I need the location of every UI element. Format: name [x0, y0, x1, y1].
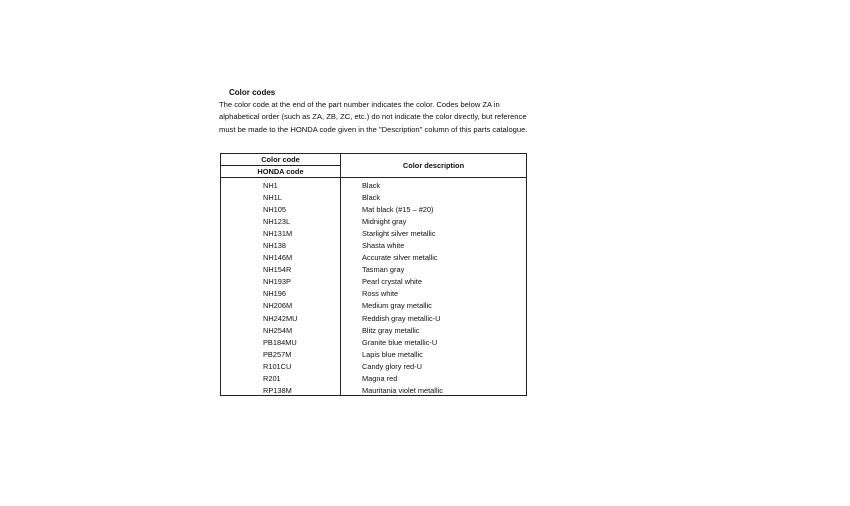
honda-code-cell: NH193P — [263, 277, 291, 287]
color-description-cell: Mauritania violet metallic — [362, 385, 443, 395]
honda-code-cell: NH242MU — [263, 313, 298, 323]
color-description-cell: Black — [362, 193, 381, 203]
table-row — [221, 252, 526, 264]
table-row — [221, 385, 526, 397]
color-description-cell: Black — [362, 181, 381, 190]
table-row — [221, 325, 526, 337]
color-description-cell: Reddish gray metallic-U — [362, 313, 441, 323]
header-color-code: Color code — [261, 155, 300, 164]
honda-code-cell: PB257M — [263, 349, 292, 359]
table-row — [221, 180, 526, 192]
color-description-cell: Candy glory red-U — [362, 361, 422, 371]
color-description-cell: Accurate silver metallic — [362, 253, 438, 263]
table-row — [221, 264, 526, 276]
subheader-divider — [221, 165, 340, 166]
honda-code-cell: NH105 — [263, 205, 287, 215]
table-row — [221, 373, 526, 385]
color-description-cell: Mat black (#15 – #20) — [362, 205, 434, 215]
honda-code-cell: NH196 — [263, 289, 287, 299]
honda-code-cell: R201 — [263, 373, 281, 383]
table-row — [221, 192, 526, 204]
header-divider — [221, 177, 526, 178]
color-description-cell: Tasman gray — [362, 265, 405, 275]
intro-paragraph: The color code at the end of the part number indicates the color. Codes below ZA in alphabetical order (such as ZA, ZB, ZC, etc.) do not indicate the color directly, but reference must be made to the HONDA code given in the "Description" column of this parts catalogue. — [219, 100, 528, 134]
honda-code-cell: NH154R — [263, 265, 292, 275]
table-row — [221, 313, 526, 325]
table-row — [221, 300, 526, 312]
honda-code-cell: NH146M — [263, 253, 293, 263]
honda-code-cell: NH206M — [263, 301, 293, 311]
table-row — [221, 361, 526, 373]
table-row — [221, 337, 526, 349]
table-row — [221, 276, 526, 288]
color-description-cell: Shasta white — [362, 241, 405, 251]
color-code-table — [220, 153, 527, 396]
color-description-cell: Starlight silver metallic — [362, 229, 436, 239]
honda-code-cell: NH1L — [263, 193, 282, 203]
table-row — [221, 204, 526, 216]
table-row — [221, 349, 526, 361]
honda-code-cell: PB184MU — [263, 337, 297, 347]
color-description-cell: Midnight gray — [362, 217, 407, 227]
color-description-cell: Medium gray metallic — [362, 301, 432, 311]
table-row — [221, 228, 526, 240]
honda-code-cell: NH254M — [263, 325, 293, 335]
table-body — [221, 180, 526, 397]
honda-code-cell: NH138 — [263, 241, 287, 251]
table-row — [221, 216, 526, 228]
color-description-cell: Ross white — [362, 289, 399, 299]
honda-code-cell: R101CU — [263, 361, 292, 371]
header-color-description: Color description — [402, 161, 465, 170]
color-description-cell: Granite blue metallic-U — [362, 337, 438, 347]
honda-code-cell: NH131M — [263, 229, 293, 239]
color-description-cell: Pearl crystal white — [362, 277, 422, 287]
header-honda-code: HONDA code — [257, 167, 304, 176]
section-heading: Color codes — [229, 88, 276, 97]
color-description-cell: Magna red — [362, 373, 398, 383]
color-description-cell: Lapis blue metallic — [362, 349, 423, 359]
honda-code-cell: RP138M — [263, 385, 292, 395]
color-description-cell: Blitz gray metallic — [362, 325, 420, 335]
table-row — [221, 240, 526, 252]
honda-code-cell: NH123L — [263, 217, 291, 227]
honda-code-cell: NH1 — [263, 181, 278, 190]
table-row — [221, 288, 526, 300]
